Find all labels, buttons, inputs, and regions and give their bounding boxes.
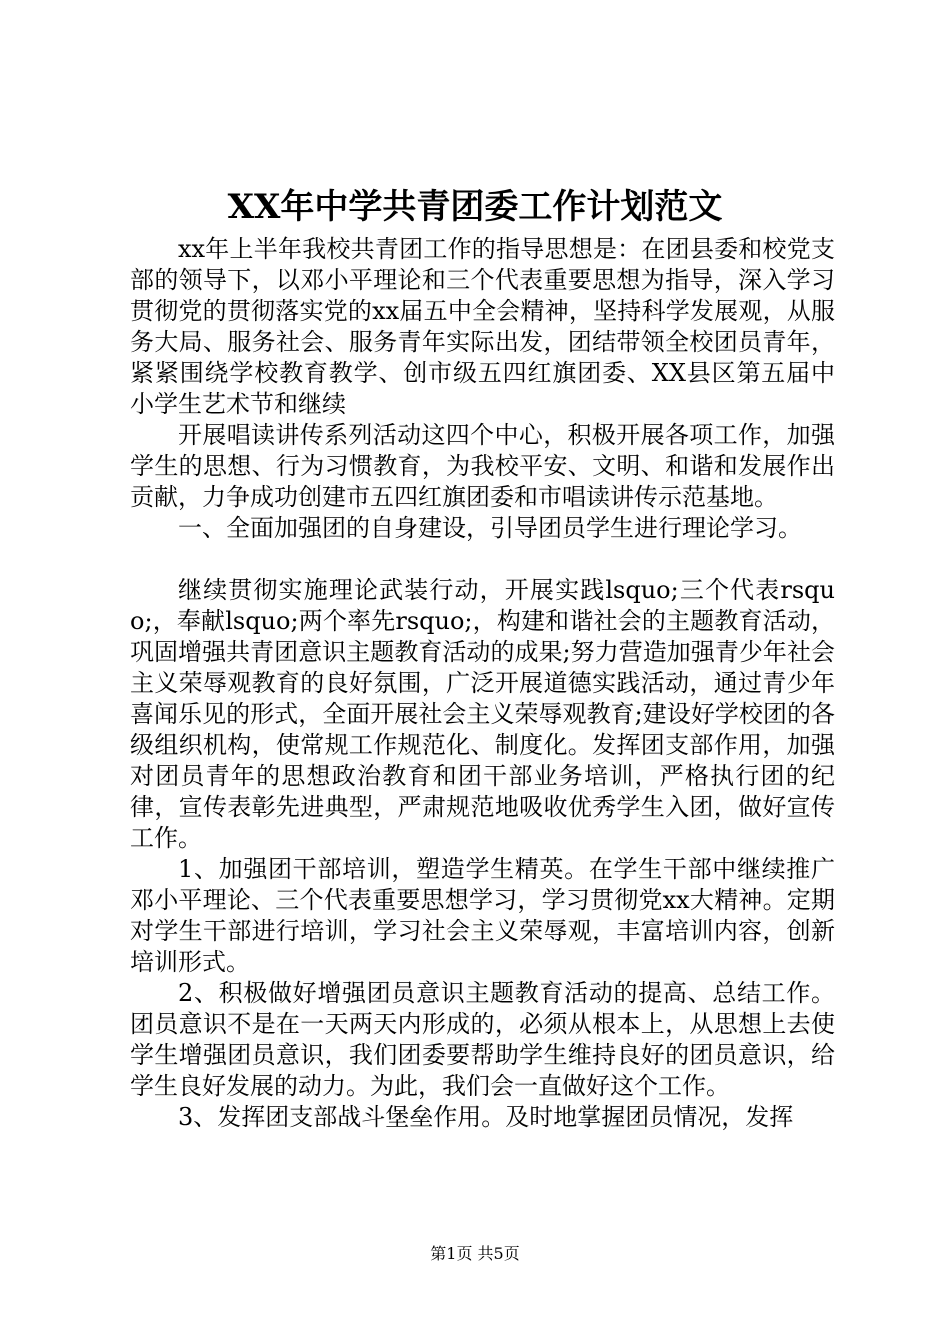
paragraph-intro: xx年上半年我校共青团工作的指导思想是：在团县委和校党支部的领导下，以邓小平理论和三个代表重要思想为指导，深入学习贯彻党的贯彻落实党的xx届五中全会精神，坚持科学发展观，从服务大局、服务社会、服务青年实际出发，团结带领全校团员青年，紧紧围绕学校教育教学、创市级五四红旗团委、XX县区第五届中小学生艺术节和继续: [130, 235, 835, 418]
paragraph-item-1: 1、加强团干部培训，塑造学生精英。在学生干部中继续推广邓小平理论、三个代表重要思想学习，学习贯彻党xx大精神。定期对学生干部进行培训，学习社会主义荣辱观，丰富培训内容，创新培训形式。: [130, 855, 835, 976]
document-title: XX年中学共青团委工作计划范文: [227, 187, 723, 227]
paragraph-item-3: 3、发挥团支部战斗堡垒作用。及时地掌握团员情况，发挥: [178, 1103, 794, 1131]
paragraph-centers: 开展唱读讲传系列活动这四个中心，积极开展各项工作，加强学生的思想、行为习惯教育，为我校平安、文明、和谐和发展作出贡献，力争成功创建市五四红旗团委和市唱读讲传示范基地。: [130, 421, 835, 511]
page-number-footer: 第1页 共5页: [430, 1244, 520, 1263]
document-body: [130, 234, 835, 1133]
blank-line: [130, 544, 835, 575]
paragraph-item-2: 2、积极做好增强团员意识主题教育活动的提高、总结工作。团员意识不是在一天两天内形成的，必须从根本上，从思想上去使学生增强团员意识，我们团委要帮助学生维持良好的团员意识，给学生良好发展的动力。为此，我们会一直做好这个工作。: [130, 979, 835, 1100]
section-heading-1: 一、全面加强团的自身建设，引导团员学生进行理论学习。: [178, 514, 802, 542]
paragraph-theory: 继续贯彻实施理论武装行动，开展实践lsquo;三个代表rsquo;，奉献lsquo;两个率先rsquo;，构建和谐社会的主题教育活动，巩固增强共青团意识主题教育活动的成果;努力营造加强青少年社会主义荣辱观教育的良好氛围，广泛开展道德实践活动，通过青少年喜闻乐见的形式，全面开展社会主义荣辱观教育;建设好学校团的各级组织机构，使常规工作规范化、制度化。发挥团支部作用，加强对团员青年的思想政治教育和团干部业务培训，严格执行团的纪律，宣传表彰先进典型，严肃规范地吸收优秀学生入团，做好宣传工作。: [130, 576, 835, 852]
